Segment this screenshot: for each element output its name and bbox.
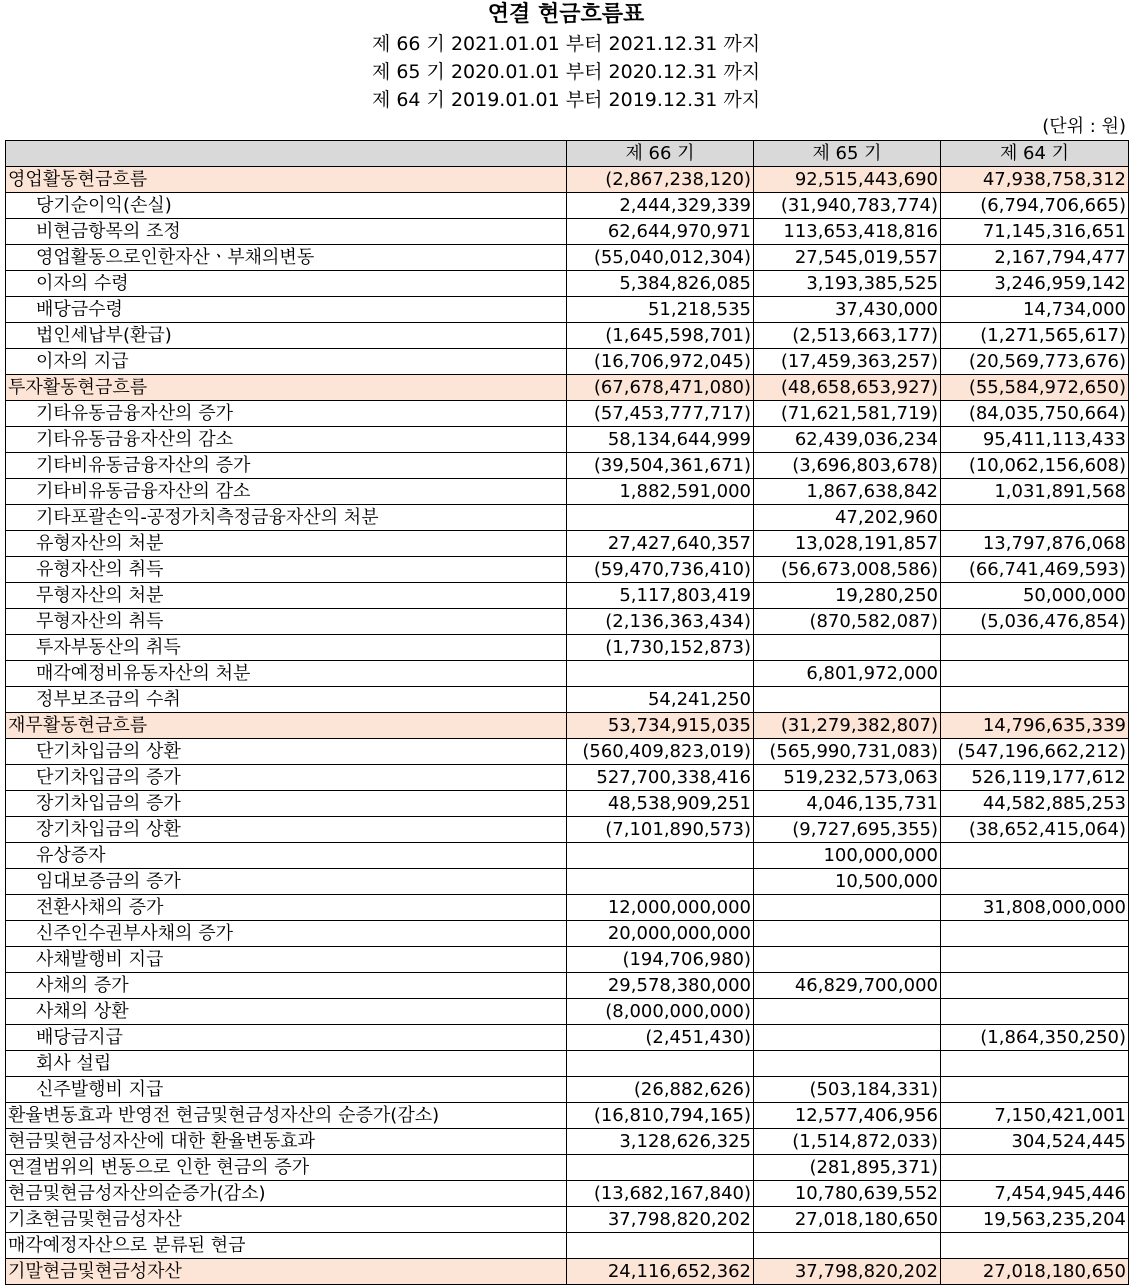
value-66: (13,682,167,840) bbox=[567, 1181, 754, 1207]
value-65: 1,867,638,842 bbox=[754, 479, 941, 505]
value-66: (16,706,972,045) bbox=[567, 349, 754, 375]
table-row bbox=[6, 401, 1129, 427]
value-66: (560,409,823,019) bbox=[567, 739, 754, 765]
value-66: 3,128,626,325 bbox=[567, 1129, 754, 1155]
table-row bbox=[6, 765, 1129, 791]
value-66: 48,538,909,251 bbox=[567, 791, 754, 817]
statement-title: 연결 현금흐름표 bbox=[487, 2, 645, 27]
value-66 bbox=[567, 1155, 754, 1181]
value-64: (55,584,972,650) bbox=[941, 375, 1129, 401]
row-label: 사채의 증가 bbox=[6, 973, 567, 999]
value-64: (84,035,750,664) bbox=[941, 401, 1129, 427]
value-65: (31,279,382,807) bbox=[754, 713, 941, 739]
value-65: 27,018,180,650 bbox=[754, 1207, 941, 1233]
value-64: 13,797,876,068 bbox=[941, 531, 1129, 557]
table-row bbox=[6, 219, 1129, 245]
table-row bbox=[6, 1207, 1129, 1233]
table-row bbox=[6, 453, 1129, 479]
row-label: 유형자산의 취득 bbox=[6, 557, 567, 583]
value-66: 20,000,000,000 bbox=[567, 921, 754, 947]
value-65 bbox=[754, 1025, 941, 1051]
row-label: 배당금지급 bbox=[6, 1025, 567, 1051]
value-65: 10,780,639,552 bbox=[754, 1181, 941, 1207]
row-label: 단기차입금의 상환 bbox=[6, 739, 567, 765]
column-header-65: 제 65 기 bbox=[754, 141, 941, 167]
row-label: 회사 설립 bbox=[6, 1051, 567, 1077]
value-65: 10,500,000 bbox=[754, 869, 941, 895]
value-66 bbox=[567, 661, 754, 687]
row-label: 신주인수권부사채의 증가 bbox=[6, 921, 567, 947]
value-66: (57,453,777,717) bbox=[567, 401, 754, 427]
table-row bbox=[6, 505, 1129, 531]
value-66: 54,241,250 bbox=[567, 687, 754, 713]
table-row bbox=[6, 843, 1129, 869]
value-65: (870,582,087) bbox=[754, 609, 941, 635]
row-label: 이자의 지급 bbox=[6, 349, 567, 375]
value-65: (17,459,363,257) bbox=[754, 349, 941, 375]
value-66: 29,578,380,000 bbox=[567, 973, 754, 999]
value-65: (3,696,803,678) bbox=[754, 453, 941, 479]
period-line-65: 제 65 기 2020.01.01 부터 2020.12.31 까지 bbox=[371, 61, 761, 83]
table-row bbox=[6, 349, 1129, 375]
value-64 bbox=[941, 947, 1129, 973]
value-64: 3,246,959,142 bbox=[941, 271, 1129, 297]
value-66: (1,645,598,701) bbox=[567, 323, 754, 349]
value-64 bbox=[941, 973, 1129, 999]
value-64: (10,062,156,608) bbox=[941, 453, 1129, 479]
row-label: 매각예정비유동자산의 처분 bbox=[6, 661, 567, 687]
cash-flow-table bbox=[5, 140, 1129, 1285]
value-65: 100,000,000 bbox=[754, 843, 941, 869]
table-row bbox=[6, 531, 1129, 557]
row-label: 유형자산의 처분 bbox=[6, 531, 567, 557]
table-row bbox=[6, 947, 1129, 973]
row-label: 비현금항목의 조정 bbox=[6, 219, 567, 245]
section-row bbox=[6, 713, 1129, 739]
table-row bbox=[6, 1233, 1129, 1259]
value-65 bbox=[754, 999, 941, 1025]
value-64 bbox=[941, 1077, 1129, 1103]
value-64: 304,524,445 bbox=[941, 1129, 1129, 1155]
row-label: 장기차입금의 증가 bbox=[6, 791, 567, 817]
table-row bbox=[6, 1103, 1129, 1129]
table-row bbox=[6, 193, 1129, 219]
value-66: 62,644,970,971 bbox=[567, 219, 754, 245]
section-row bbox=[6, 167, 1129, 193]
value-66: 24,116,652,362 bbox=[567, 1259, 754, 1285]
row-label: 기타비유동금융자산의 증가 bbox=[6, 453, 567, 479]
value-64: 27,018,180,650 bbox=[941, 1259, 1129, 1285]
value-64 bbox=[941, 843, 1129, 869]
value-65: 12,577,406,956 bbox=[754, 1103, 941, 1129]
value-65: (71,621,581,719) bbox=[754, 401, 941, 427]
value-65: 27,545,019,557 bbox=[754, 245, 941, 271]
value-66: (39,504,361,671) bbox=[567, 453, 754, 479]
value-65: 62,439,036,234 bbox=[754, 427, 941, 453]
value-64: 14,796,635,339 bbox=[941, 713, 1129, 739]
column-header-66: 제 66 기 bbox=[567, 141, 754, 167]
value-64 bbox=[941, 505, 1129, 531]
value-66: 5,117,803,419 bbox=[567, 583, 754, 609]
value-66 bbox=[567, 505, 754, 531]
row-label: 신주발행비 지급 bbox=[6, 1077, 567, 1103]
section-row bbox=[6, 375, 1129, 401]
value-66: (7,101,890,573) bbox=[567, 817, 754, 843]
table-row bbox=[6, 1129, 1129, 1155]
value-65: 113,653,418,816 bbox=[754, 219, 941, 245]
row-label: 매각예정자산으로 분류된 현금 bbox=[6, 1233, 567, 1259]
value-64: 7,454,945,446 bbox=[941, 1181, 1129, 1207]
value-64 bbox=[941, 921, 1129, 947]
row-label: 현금및현금성자산의순증가(감소) bbox=[6, 1181, 567, 1207]
value-66: 2,444,329,339 bbox=[567, 193, 754, 219]
value-66: (59,470,736,410) bbox=[567, 557, 754, 583]
value-65 bbox=[754, 687, 941, 713]
value-65: (9,727,695,355) bbox=[754, 817, 941, 843]
value-66: 5,384,826,085 bbox=[567, 271, 754, 297]
value-65: 47,202,960 bbox=[754, 505, 941, 531]
value-65: (1,514,872,033) bbox=[754, 1129, 941, 1155]
value-65: (2,513,663,177) bbox=[754, 323, 941, 349]
value-64: (1,271,565,617) bbox=[941, 323, 1129, 349]
row-label: 이자의 수령 bbox=[6, 271, 567, 297]
value-66: 527,700,338,416 bbox=[567, 765, 754, 791]
value-64 bbox=[941, 869, 1129, 895]
value-64 bbox=[941, 1155, 1129, 1181]
value-64: (5,036,476,854) bbox=[941, 609, 1129, 635]
value-65: 19,280,250 bbox=[754, 583, 941, 609]
value-66: (2,136,363,434) bbox=[567, 609, 754, 635]
value-66: (55,040,012,304) bbox=[567, 245, 754, 271]
table-row bbox=[6, 1051, 1129, 1077]
row-label: 기타유동금융자산의 감소 bbox=[6, 427, 567, 453]
value-65: (48,658,653,927) bbox=[754, 375, 941, 401]
period-line-64: 제 64 기 2019.01.01 부터 2019.12.31 까지 bbox=[371, 89, 761, 111]
row-label: 현금및현금성자산에 대한 환율변동효과 bbox=[6, 1129, 567, 1155]
value-66: 58,134,644,999 bbox=[567, 427, 754, 453]
value-64 bbox=[941, 661, 1129, 687]
value-64: (1,864,350,250) bbox=[941, 1025, 1129, 1051]
value-65 bbox=[754, 895, 941, 921]
value-65: (503,184,331) bbox=[754, 1077, 941, 1103]
value-65 bbox=[754, 947, 941, 973]
value-66 bbox=[567, 869, 754, 895]
value-66 bbox=[567, 1051, 754, 1077]
value-65: 13,028,191,857 bbox=[754, 531, 941, 557]
row-label: 임대보증금의 증가 bbox=[6, 869, 567, 895]
table-row bbox=[6, 609, 1129, 635]
value-66: 51,218,535 bbox=[567, 297, 754, 323]
value-65: 6,801,972,000 bbox=[754, 661, 941, 687]
value-64 bbox=[941, 999, 1129, 1025]
value-66: (16,810,794,165) bbox=[567, 1103, 754, 1129]
row-label: 전환사채의 증가 bbox=[6, 895, 567, 921]
row-label: 영업활동으로인한자산ㆍ부채의변동 bbox=[6, 245, 567, 271]
value-65: 46,829,700,000 bbox=[754, 973, 941, 999]
table-row bbox=[6, 323, 1129, 349]
value-64: (6,794,706,665) bbox=[941, 193, 1129, 219]
value-64: 1,031,891,568 bbox=[941, 479, 1129, 505]
row-label: 법인세납부(환급) bbox=[6, 323, 567, 349]
table-row bbox=[6, 557, 1129, 583]
value-66: (2,867,238,120) bbox=[567, 167, 754, 193]
table-row bbox=[6, 973, 1129, 999]
row-label: 당기순이익(손실) bbox=[6, 193, 567, 219]
table-row bbox=[6, 791, 1129, 817]
value-65: 37,798,820,202 bbox=[754, 1259, 941, 1285]
table-row bbox=[6, 1155, 1129, 1181]
value-65: (281,895,371) bbox=[754, 1155, 941, 1181]
period-line-66: 제 66 기 2021.01.01 부터 2021.12.31 까지 bbox=[371, 33, 761, 55]
column-header-64: 제 64 기 bbox=[941, 141, 1129, 167]
row-label: 기말현금및현금성자산 bbox=[6, 1259, 567, 1285]
value-64 bbox=[941, 635, 1129, 661]
value-64: 47,938,758,312 bbox=[941, 167, 1129, 193]
value-64 bbox=[941, 687, 1129, 713]
value-64 bbox=[941, 1233, 1129, 1259]
table-row bbox=[6, 427, 1129, 453]
row-label: 기타포괄손익-공정가치측정금융자산의 처분 bbox=[6, 505, 567, 531]
table-row bbox=[6, 895, 1129, 921]
row-label: 무형자산의 처분 bbox=[6, 583, 567, 609]
value-66 bbox=[567, 1233, 754, 1259]
row-label: 사채의 상환 bbox=[6, 999, 567, 1025]
value-64: (66,741,469,593) bbox=[941, 557, 1129, 583]
table-body bbox=[6, 167, 1129, 1285]
value-65 bbox=[754, 1051, 941, 1077]
value-66: 12,000,000,000 bbox=[567, 895, 754, 921]
value-65: 92,515,443,690 bbox=[754, 167, 941, 193]
table-row bbox=[6, 817, 1129, 843]
value-65: (31,940,783,774) bbox=[754, 193, 941, 219]
value-65 bbox=[754, 635, 941, 661]
value-64: (20,569,773,676) bbox=[941, 349, 1129, 375]
table-row bbox=[6, 1077, 1129, 1103]
value-66: 37,798,820,202 bbox=[567, 1207, 754, 1233]
table-row bbox=[6, 297, 1129, 323]
table-row bbox=[6, 921, 1129, 947]
value-64: 31,808,000,000 bbox=[941, 895, 1129, 921]
table-row bbox=[6, 1025, 1129, 1051]
table-row bbox=[6, 1181, 1129, 1207]
row-label: 무형자산의 취득 bbox=[6, 609, 567, 635]
value-66: (67,678,471,080) bbox=[567, 375, 754, 401]
value-64: 2,167,794,477 bbox=[941, 245, 1129, 271]
value-66: (1,730,152,873) bbox=[567, 635, 754, 661]
value-65: (56,673,008,586) bbox=[754, 557, 941, 583]
value-64: 7,150,421,001 bbox=[941, 1103, 1129, 1129]
row-label: 투자활동현금흐름 bbox=[6, 375, 567, 401]
row-label: 기타유동금융자산의 증가 bbox=[6, 401, 567, 427]
value-64: 19,563,235,204 bbox=[941, 1207, 1129, 1233]
value-66: (194,706,980) bbox=[567, 947, 754, 973]
row-label: 정부보조금의 수취 bbox=[6, 687, 567, 713]
row-label: 환율변동효과 반영전 현금및현금성자산의 순증가(감소) bbox=[6, 1103, 567, 1129]
table-header-row bbox=[6, 141, 1129, 167]
row-label: 배당금수령 bbox=[6, 297, 567, 323]
value-64: (38,652,415,064) bbox=[941, 817, 1129, 843]
column-header-account bbox=[6, 141, 567, 167]
row-label: 단기차입금의 증가 bbox=[6, 765, 567, 791]
value-66: (26,882,626) bbox=[567, 1077, 754, 1103]
value-64: 71,145,316,651 bbox=[941, 219, 1129, 245]
value-65: 3,193,385,525 bbox=[754, 271, 941, 297]
value-64: 50,000,000 bbox=[941, 583, 1129, 609]
table-row bbox=[6, 999, 1129, 1025]
value-64 bbox=[941, 1051, 1129, 1077]
value-66: 53,734,915,035 bbox=[567, 713, 754, 739]
unit-label: (단위 : 원) bbox=[1042, 116, 1126, 137]
value-65 bbox=[754, 921, 941, 947]
row-label: 기초현금및현금성자산 bbox=[6, 1207, 567, 1233]
table-row bbox=[6, 479, 1129, 505]
table-row bbox=[6, 271, 1129, 297]
row-label: 투자부동산의 취득 bbox=[6, 635, 567, 661]
row-label: 영업활동현금흐름 bbox=[6, 167, 567, 193]
value-66: (8,000,000,000) bbox=[567, 999, 754, 1025]
value-65: 4,046,135,731 bbox=[754, 791, 941, 817]
value-66: 1,882,591,000 bbox=[567, 479, 754, 505]
table-row bbox=[6, 245, 1129, 271]
value-66 bbox=[567, 843, 754, 869]
row-label: 사채발행비 지급 bbox=[6, 947, 567, 973]
value-64: (547,196,662,212) bbox=[941, 739, 1129, 765]
value-64: 526,119,177,612 bbox=[941, 765, 1129, 791]
value-65 bbox=[754, 1233, 941, 1259]
row-label: 기타비유동금융자산의 감소 bbox=[6, 479, 567, 505]
value-64: 14,734,000 bbox=[941, 297, 1129, 323]
section-row bbox=[6, 1259, 1129, 1285]
row-label: 장기차입금의 상환 bbox=[6, 817, 567, 843]
value-65: (565,990,731,083) bbox=[754, 739, 941, 765]
table-row bbox=[6, 635, 1129, 661]
value-65: 37,430,000 bbox=[754, 297, 941, 323]
table-row bbox=[6, 739, 1129, 765]
table-row bbox=[6, 661, 1129, 687]
table-row bbox=[6, 583, 1129, 609]
row-label: 연결범위의 변동으로 인한 현금의 증가 bbox=[6, 1155, 567, 1181]
value-64: 95,411,113,433 bbox=[941, 427, 1129, 453]
row-label: 유상증자 bbox=[6, 843, 567, 869]
value-66: 27,427,640,357 bbox=[567, 531, 754, 557]
value-66: (2,451,430) bbox=[567, 1025, 754, 1051]
row-label: 재무활동현금흐름 bbox=[6, 713, 567, 739]
table-row bbox=[6, 869, 1129, 895]
value-64: 44,582,885,253 bbox=[941, 791, 1129, 817]
table-row bbox=[6, 687, 1129, 713]
statement-header bbox=[0, 0, 1132, 114]
value-65: 519,232,573,063 bbox=[754, 765, 941, 791]
